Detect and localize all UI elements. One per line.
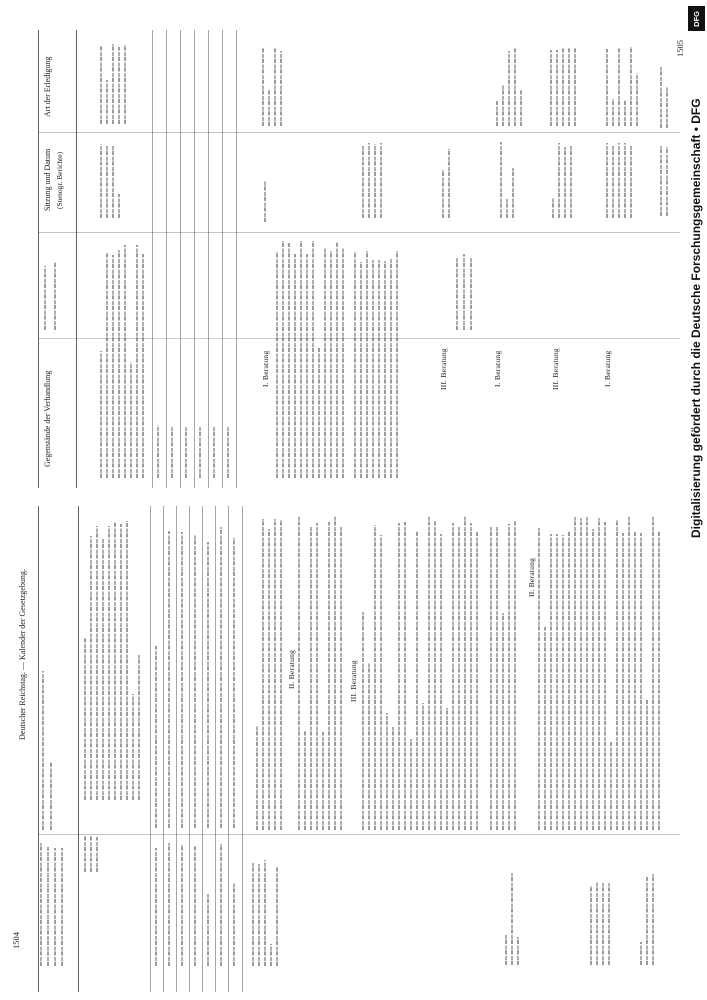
- text-line: [606, 49, 608, 126]
- text-line: [276, 252, 278, 478]
- text-line: [233, 538, 235, 828]
- text-line: [282, 241, 284, 478]
- text-line: [624, 143, 626, 218]
- text-line: [652, 874, 654, 965]
- text-line: [442, 170, 444, 218]
- text-line: [294, 254, 296, 478]
- text-line: [102, 539, 104, 800]
- top-entry-2: III. Beratung: [439, 348, 448, 390]
- text-line: [646, 877, 648, 965]
- text-line: [90, 836, 92, 872]
- top-entry-1: I. Beratung: [261, 350, 270, 388]
- text-line: [47, 847, 49, 966]
- text-line: [606, 143, 608, 218]
- text-line: [446, 708, 448, 830]
- text-line: [312, 241, 314, 478]
- text-line: [328, 522, 330, 830]
- text-line: [100, 144, 102, 218]
- text-line: [618, 48, 620, 126]
- text-line: [476, 532, 478, 830]
- text-line: [106, 145, 108, 218]
- text-line: [334, 515, 336, 830]
- text-line: [54, 262, 56, 330]
- text-line: [502, 613, 504, 830]
- text-line: [124, 45, 126, 124]
- text-line: [138, 655, 140, 800]
- text-line: [618, 143, 620, 218]
- text-line: [118, 250, 120, 478]
- text-line: [440, 534, 442, 830]
- text-line: [118, 194, 120, 218]
- text-line: [505, 935, 507, 965]
- text-line: [628, 516, 630, 830]
- text-line: [464, 515, 466, 830]
- text-line: [199, 427, 201, 478]
- text-line: [568, 48, 570, 126]
- text-line: [456, 257, 458, 330]
- text-line: [50, 762, 52, 830]
- text-line: [368, 663, 370, 830]
- text-line: [252, 863, 254, 966]
- text-line: [470, 257, 472, 330]
- text-line: [558, 143, 560, 218]
- text-line: [306, 254, 308, 478]
- text-line: [496, 527, 498, 830]
- text-line: [396, 251, 398, 478]
- text-line: [660, 146, 662, 216]
- text-line: [604, 522, 606, 830]
- text-line: [636, 73, 638, 126]
- text-line: [207, 893, 209, 966]
- text-line: [84, 638, 86, 800]
- table-rule: [194, 30, 195, 488]
- text-line: [612, 146, 614, 218]
- table-rule: [215, 506, 216, 992]
- text-line: [640, 533, 642, 830]
- text-line: [44, 266, 46, 330]
- text-line: [213, 427, 215, 478]
- text-line: [490, 526, 492, 830]
- table-rule: [208, 30, 209, 488]
- bottom-running-head: Deutscher Reichstag. — Kalender der Gesetzgebung.: [18, 569, 27, 741]
- bottom-entry-3: II. Beratung: [527, 557, 536, 597]
- text-line: [264, 181, 266, 222]
- text-line: [384, 261, 386, 478]
- text-line: [310, 526, 312, 830]
- text-line: [520, 90, 522, 126]
- text-line: [368, 143, 370, 218]
- text-line: [463, 254, 465, 330]
- text-line: [366, 251, 368, 478]
- text-line: [194, 535, 196, 828]
- text-line: [185, 427, 187, 478]
- dfg-logo: [688, 6, 705, 31]
- bottom-entry-2: III. Beratung: [349, 660, 358, 702]
- text-line: [398, 523, 400, 830]
- text-line: [262, 519, 264, 830]
- text-line: [118, 47, 120, 124]
- text-line: [596, 882, 598, 965]
- text-line: [276, 867, 278, 966]
- text-line: [120, 524, 122, 800]
- text-line: [374, 525, 376, 830]
- text-line: [54, 848, 56, 966]
- text-line: [132, 694, 134, 800]
- text-line: [514, 48, 516, 126]
- table-rule: [38, 30, 39, 488]
- text-line: [512, 168, 514, 218]
- text-line: [136, 245, 138, 478]
- text-line: [380, 143, 382, 218]
- text-line: [666, 86, 668, 128]
- text-line: [106, 80, 108, 124]
- text-line: [502, 85, 504, 126]
- text-line: [550, 50, 552, 126]
- text-line: [612, 99, 614, 126]
- text-line: [96, 837, 98, 872]
- text-line: [562, 535, 564, 830]
- table-rule: [78, 506, 79, 992]
- top-entry-3: I. Beratung: [493, 350, 502, 388]
- text-line: [300, 241, 302, 478]
- top-page-number: 1505: [675, 40, 685, 58]
- text-line: [630, 145, 632, 218]
- text-line: [155, 646, 157, 828]
- text-line: [378, 260, 380, 478]
- text-line: [194, 846, 196, 966]
- text-line: [508, 51, 510, 126]
- text-line: [233, 883, 235, 966]
- text-line: [171, 427, 173, 478]
- text-line: [181, 845, 183, 966]
- text-line: [570, 146, 572, 218]
- text-line: [640, 942, 642, 965]
- text-line: [416, 531, 418, 830]
- text-line: [602, 883, 604, 965]
- text-line: [157, 425, 159, 478]
- text-line: [90, 536, 92, 800]
- text-line: [634, 532, 636, 830]
- text-line: [590, 886, 592, 965]
- table-rule: [163, 506, 164, 992]
- text-line: [100, 46, 102, 124]
- text-line: [100, 351, 102, 478]
- top-col-header-subjects: Gegenstände der Verhandlung: [43, 370, 52, 468]
- text-line: [514, 521, 516, 830]
- digitization-banner: Digitalisierung gefördert durch die Deutsche Forschungsgemeinschaft • DFG: [689, 98, 703, 538]
- text-line: [270, 944, 272, 966]
- text-line: [207, 542, 209, 828]
- text-line: [630, 47, 632, 126]
- text-line: [61, 848, 63, 966]
- text-line: [168, 531, 170, 828]
- top-col-header-stenogr: (Stenogr. Berichte): [55, 151, 64, 209]
- text-line: [658, 531, 660, 830]
- text-line: [556, 534, 558, 830]
- text-line: [428, 515, 430, 830]
- text-line: [336, 242, 338, 478]
- text-line: [592, 529, 594, 830]
- top-entry-5: I. Beratung: [603, 350, 612, 388]
- bottom-page-number: 1504: [11, 932, 21, 950]
- bottom-entry-1: II. Beratung: [287, 649, 296, 689]
- dfg-logo-text: DFG: [691, 10, 701, 27]
- text-line: [354, 252, 356, 478]
- text-line: [322, 732, 324, 830]
- text-line: [622, 533, 624, 830]
- text-line: [130, 362, 132, 478]
- text-line: [574, 517, 576, 830]
- table-rule: [38, 506, 39, 992]
- text-line: [616, 520, 618, 830]
- text-line: [470, 523, 472, 830]
- text-line: [452, 523, 454, 830]
- text-line: [496, 101, 498, 126]
- text-line: [608, 883, 610, 965]
- text-line: [262, 48, 264, 126]
- text-line: [538, 528, 540, 830]
- text-line: [550, 534, 552, 830]
- text-line: [574, 48, 576, 126]
- text-line: [274, 519, 276, 830]
- text-line: [610, 742, 612, 830]
- text-line: [316, 523, 318, 830]
- table-rule: [222, 30, 223, 488]
- text-line: [220, 844, 222, 966]
- text-line: [556, 50, 558, 126]
- text-line: [96, 526, 98, 800]
- text-line: [562, 48, 564, 126]
- text-line: [330, 251, 332, 478]
- text-line: [304, 731, 306, 830]
- text-line: [220, 527, 222, 828]
- text-line: [511, 873, 513, 965]
- text-line: [114, 522, 116, 800]
- text-line: [390, 259, 392, 478]
- text-line: [112, 146, 114, 218]
- text-line: [288, 243, 290, 478]
- text-line: [624, 100, 626, 126]
- table-rule: [202, 506, 203, 992]
- text-line: [84, 836, 86, 872]
- text-line: [124, 245, 126, 478]
- text-line: [544, 627, 546, 830]
- text-line: [410, 739, 412, 830]
- text-line: [126, 521, 128, 800]
- table-rule: [166, 30, 167, 488]
- text-line: [508, 524, 510, 830]
- text-line: [448, 149, 450, 218]
- top-col-header-session-date: Sitzung und Datum: [43, 148, 52, 212]
- text-line: [458, 526, 460, 830]
- text-line: [380, 535, 382, 830]
- text-line: [258, 864, 260, 966]
- text-line: [360, 262, 362, 478]
- table-rule: [228, 506, 229, 992]
- text-line: [112, 255, 114, 478]
- text-line: [434, 521, 436, 830]
- table-rule: [236, 30, 237, 488]
- text-line: [517, 937, 519, 965]
- text-line: [256, 725, 258, 830]
- table-rule: [38, 232, 680, 233]
- text-line: [268, 529, 270, 830]
- text-line: [552, 197, 554, 218]
- text-line: [392, 727, 394, 830]
- text-line: [500, 142, 502, 218]
- text-line: [280, 520, 282, 830]
- text-line: [264, 860, 266, 966]
- text-line: [506, 199, 508, 218]
- table-rule: [180, 30, 181, 488]
- table-rule: [189, 506, 190, 992]
- text-line: [568, 531, 570, 830]
- text-line: [324, 248, 326, 478]
- text-line: [40, 843, 42, 966]
- text-line: [112, 44, 114, 124]
- text-line: [227, 426, 229, 478]
- text-line: [652, 516, 654, 830]
- text-line: [142, 254, 144, 478]
- table-rule: [150, 506, 151, 992]
- text-line: [386, 713, 388, 830]
- text-line: [372, 260, 374, 478]
- text-line: [362, 612, 364, 830]
- text-line: [181, 532, 183, 828]
- text-line: [404, 522, 406, 830]
- text-line: [280, 51, 282, 126]
- text-line: [362, 145, 364, 218]
- text-line: [340, 527, 342, 830]
- top-entry-4: III. Beratung: [551, 348, 560, 390]
- table-rule: [38, 338, 680, 339]
- text-line: [298, 515, 300, 830]
- text-line: [342, 248, 344, 478]
- table-rule: [152, 30, 153, 488]
- text-line: [374, 144, 376, 218]
- text-line: [268, 90, 270, 126]
- text-line: [422, 703, 424, 830]
- table-rule: [76, 30, 77, 488]
- text-line: [274, 48, 276, 126]
- table-rule: [38, 132, 680, 133]
- text-line: [580, 518, 582, 830]
- text-line: [155, 848, 157, 966]
- text-line: [666, 147, 668, 216]
- text-line: [660, 67, 662, 128]
- text-line: [646, 700, 648, 830]
- top-col-header-disposition: Art der Erledigung: [43, 56, 52, 118]
- text-line: [564, 147, 566, 218]
- table-rule: [242, 506, 243, 992]
- text-line: [318, 348, 320, 478]
- table-rule: [38, 834, 680, 835]
- text-line: [108, 526, 110, 800]
- text-line: [598, 518, 600, 830]
- text-line: [586, 517, 588, 830]
- table-rule: [176, 506, 177, 992]
- text-line: [106, 253, 108, 478]
- text-line: [168, 843, 170, 966]
- text-line: [42, 671, 44, 830]
